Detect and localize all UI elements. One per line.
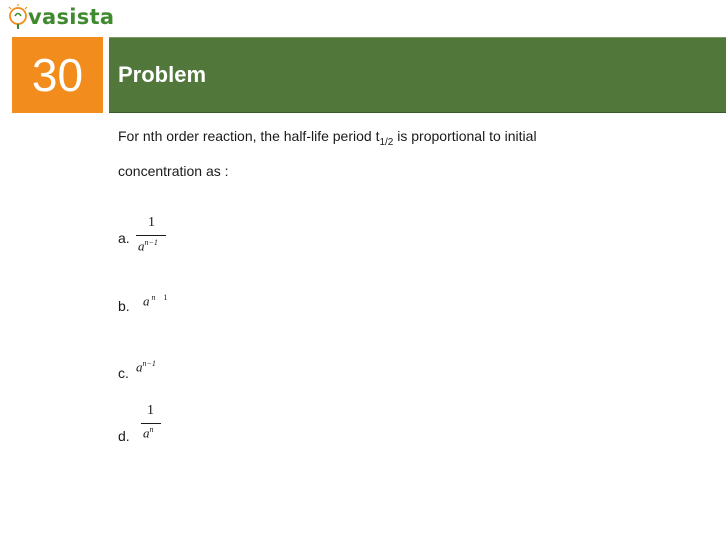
option-d-numerator: 1 [147,403,154,418]
option-b-expression [143,293,168,309]
option-d-exponent: n [149,425,154,434]
title-bar [109,37,726,113]
question-text-rest: is proportional to initial [393,128,537,144]
vasista-logo [6,3,126,33]
option-b-base: a [143,293,150,309]
option-d-fraction-bar [141,423,161,424]
slide-title: Problem [118,62,207,87]
logo-text: vasista [28,5,115,29]
option-a-label: a. [118,230,130,246]
option-b-label: b. [118,298,130,314]
question-text: For nth order reaction, the half-life period t [118,128,380,144]
slide-number-box [12,37,103,113]
option-b-exp-var: n [151,293,156,302]
option-a-numerator: 1 [148,215,155,230]
option-a-exponent: n−1 [144,238,158,247]
option-d-denominator [143,425,154,441]
option-c-exponent: n−1 [142,359,156,368]
question-line-2: concentration as : [118,163,229,179]
option-d-label: d. [118,428,130,444]
option-c-expression [136,359,156,375]
option-a-fraction-bar [136,235,166,236]
question-line-1 [118,128,537,148]
option-c-label: c. [118,365,129,381]
half-life-subscript: 1/2 [379,136,394,148]
option-b-exp-num: 1 [163,293,168,302]
option-a-denominator [138,238,158,254]
slide-number: 30 [31,49,84,101]
option-d-base: a [143,425,150,441]
option-c-base: a [136,359,143,375]
option-a-base: a [138,238,145,254]
lightbulb-icon [6,3,30,33]
